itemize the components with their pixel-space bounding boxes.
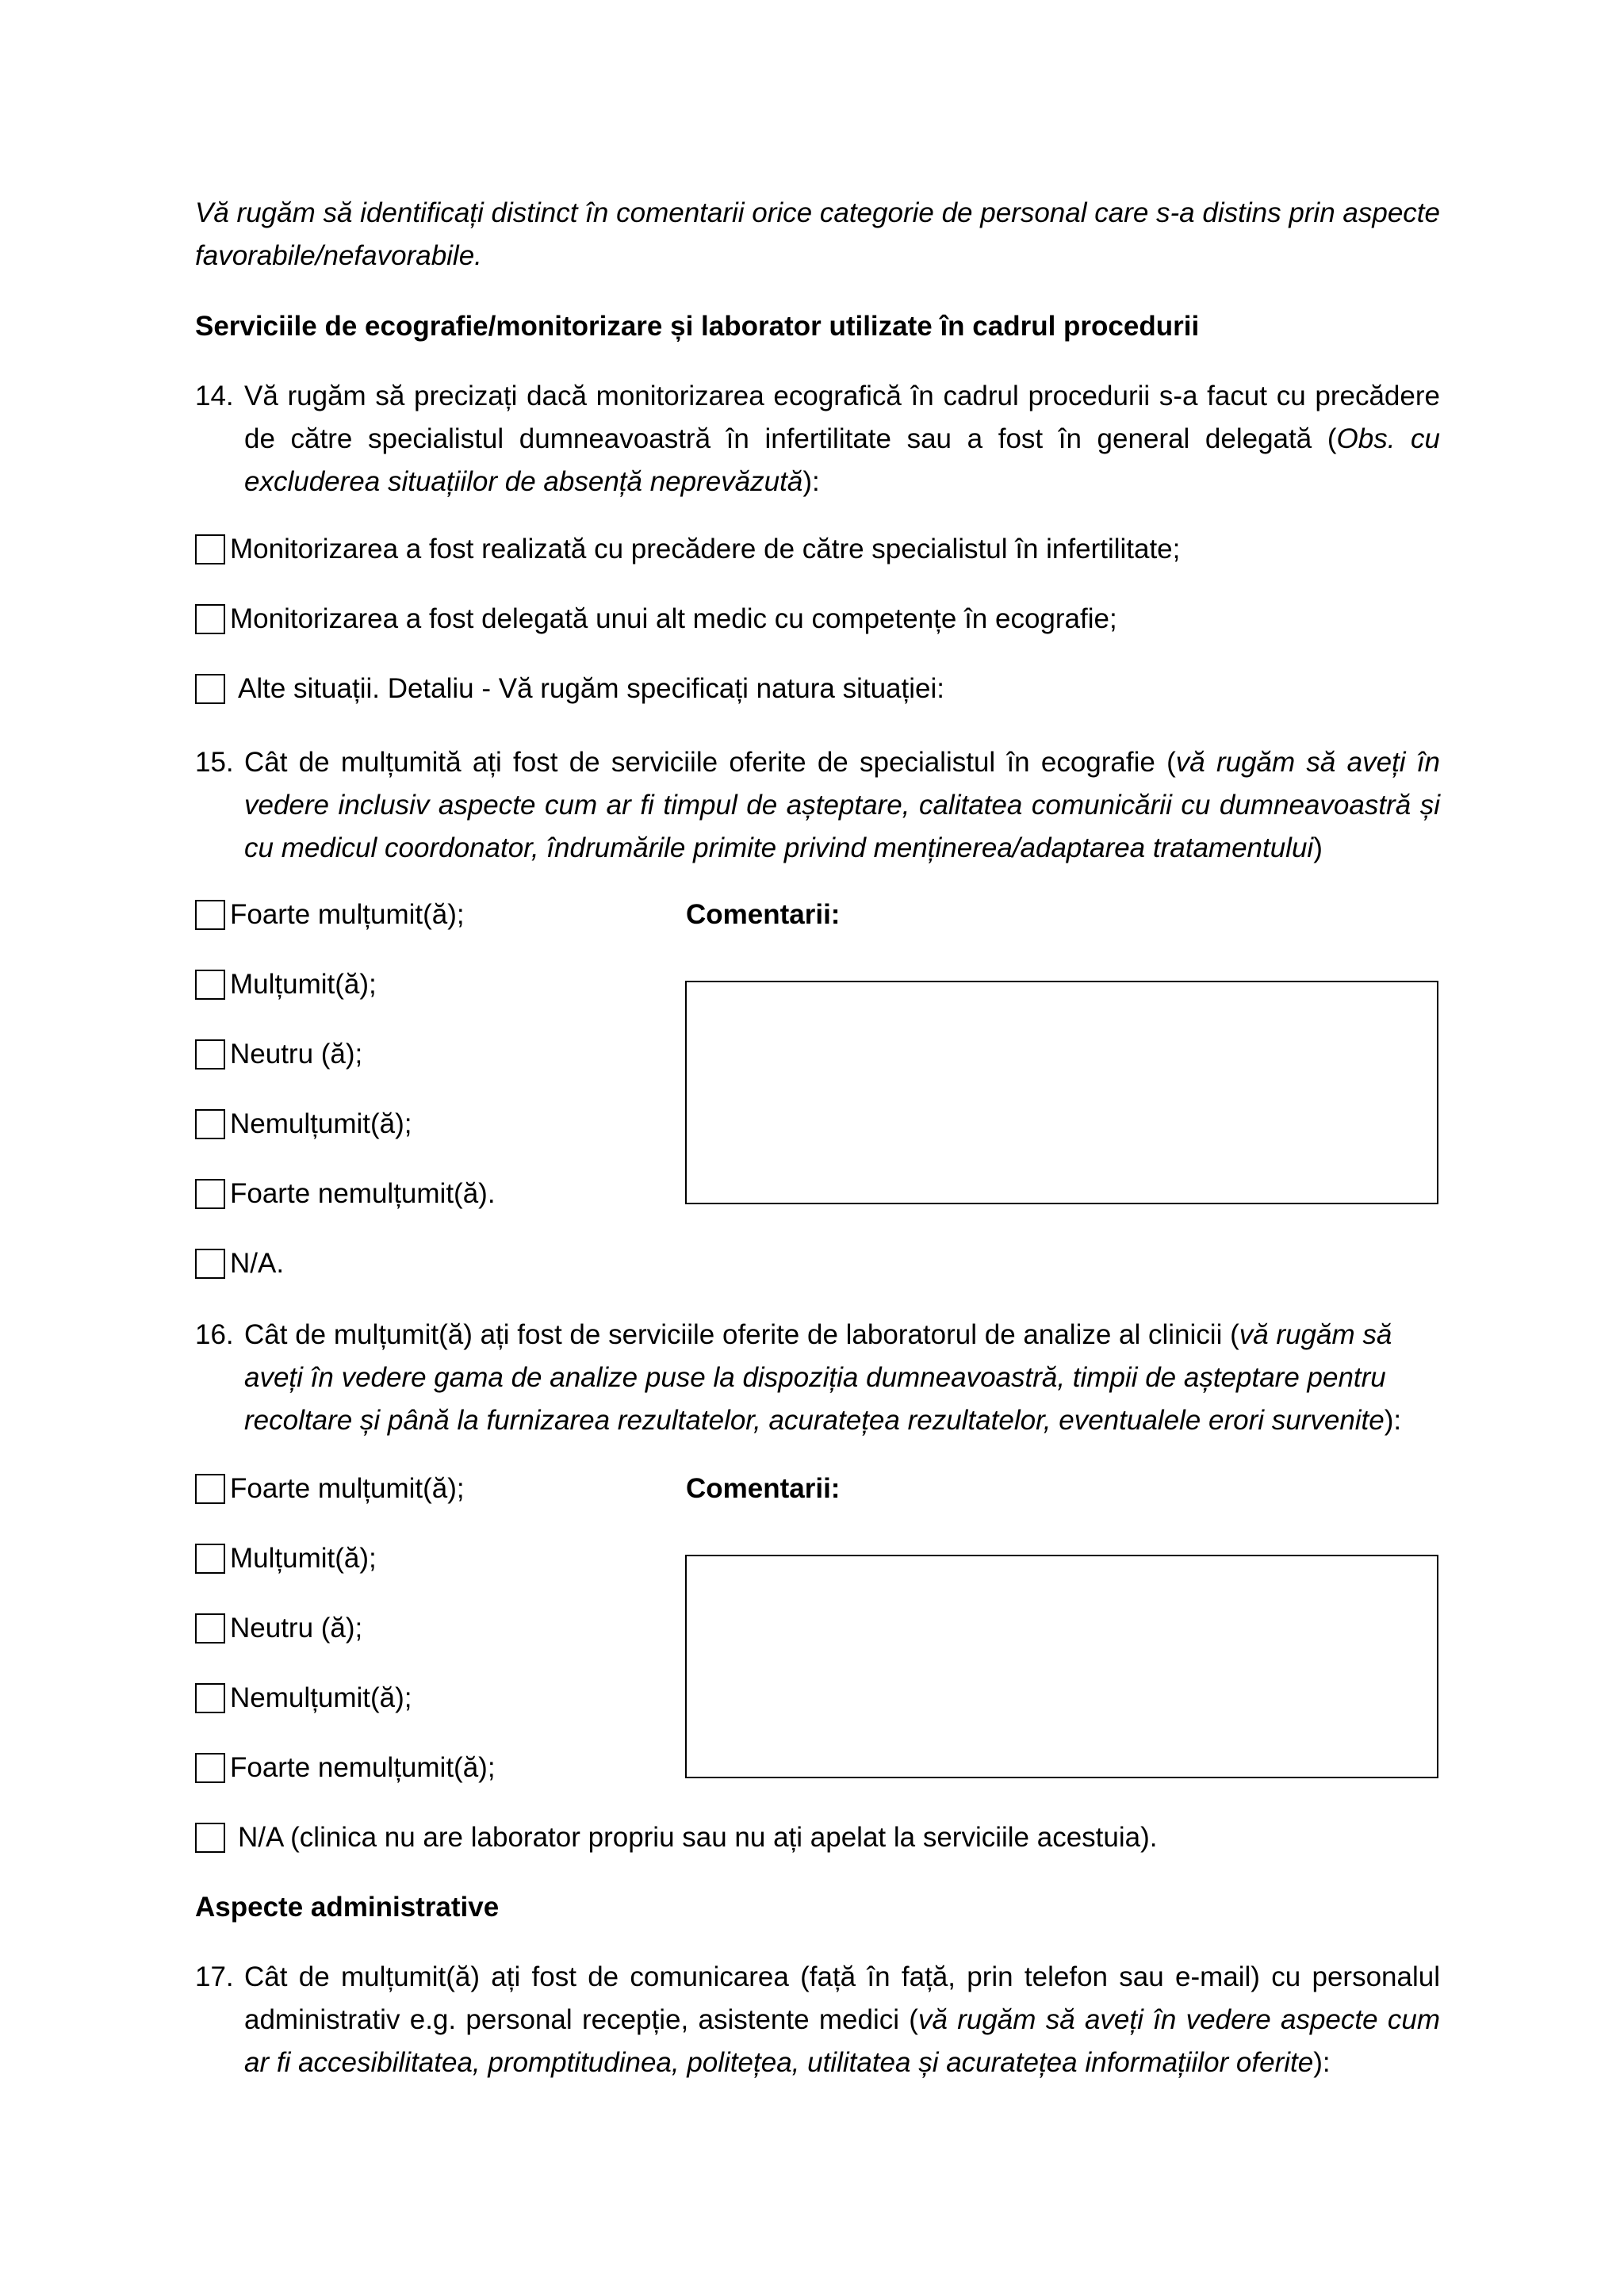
option-label: Mulțumit(ă); [230,969,377,1000]
question-17-note: vă rugăm să aveți în vedere aspecte cum ar fi accesibilitatea, promptitudinea, politețea, utilitatea și acuratețea informațiilor oferite [244,2004,1440,2078]
option-label: Neutru (ă); [230,1039,363,1070]
question-15-note: vă rugăm să aveți în vedere inclusiv aspecte cum ar fi timpul de așteptare, calitatea comunicării cu dumneavoastră și cu medicul coordonator, îndrumările primite privind menținerea/adaptarea tratamentului [244,747,1441,863]
checkbox[interactable] [195,674,225,704]
q15-option-6[interactable] [195,1246,655,1281]
question-16-text: Cât de mulțumit(ă) ați fost de serviciile oferite de laboratorul de analize al clinicii (vă rugăm să aveți în vedere gama de analize puse la dispoziția dumneavoastră, timpii de așteptare pentru recoltare și până la furnizarea rezultatelor, acuratețea rezultatelor, eventualele erori survenite): [244,1319,1402,1436]
question-15 [195,741,1440,870]
checkbox[interactable] [195,1039,225,1070]
option-label: N/A (clinica nu are laborator propriu sau nu ați apelat la serviciile acestuia). [238,1822,1158,1853]
option-label: Monitorizarea a fost realizată cu precădere de către specialistul în infertilitate; [230,534,1181,564]
q14-option-3[interactable] [195,672,1226,706]
checkbox[interactable] [195,604,225,634]
checkbox[interactable] [195,1474,225,1504]
q15-option-4[interactable] [195,1107,655,1142]
q16-comments-label: Comentarii: [686,1473,841,1504]
q15-option-3[interactable] [195,1037,655,1072]
checkbox[interactable] [195,1249,225,1279]
option-label: Monitorizarea a fost delegată unui alt medic cu competențe în ecografie; [230,603,1117,634]
section-title-administrative: Aspecte administrative [195,1892,500,1923]
question-14 [195,375,1440,503]
option-label: N/A. [230,1248,285,1279]
q16-option-1[interactable] [195,1471,655,1506]
checkbox[interactable] [195,1683,225,1713]
question-16-note: vă rugăm să aveți în vedere gama de analize puse la dispoziția dumneavoastră, timpii de așteptare pentru recoltare și până la furnizarea rezultatelor, acuratețea rezultatelor, eventualele erori survenite [244,1319,1392,1436]
question-14-number: 14. [195,381,234,411]
q14-option-2[interactable] [195,602,1226,637]
checkbox[interactable] [195,1613,225,1644]
q16-option-4[interactable] [195,1681,655,1716]
option-label: Foarte nemulțumit(ă); [230,1752,496,1783]
checkbox[interactable] [195,1753,225,1783]
option-label: Nemulțumit(ă); [230,1682,412,1713]
question-17-text: Cât de mulțumit(ă) ați fost de comunicarea (față în față, prin telefon sau e-mail) cu personalul administrativ e.g. personal recepție, asistente medici (vă rugăm să aveți în vedere aspecte cum ar fi accesibilitatea, promptitudinea, politețea, utilitatea și acuratețea informațiilor oferite): [244,1961,1440,2078]
question-17-number: 17. [195,1961,234,1992]
checkbox[interactable] [195,970,225,1000]
option-label: Foarte nemulțumit(ă). [230,1178,496,1209]
q15-option-2[interactable] [195,967,655,1002]
question-14-note: Obs. cu excluderea situațiilor de absență neprevăzută [244,423,1440,497]
q15-option-5[interactable] [195,1177,655,1211]
option-label: Nemulțumit(ă); [230,1108,412,1139]
checkbox[interactable] [195,1544,225,1574]
question-16-number: 16. [195,1319,234,1350]
checkbox[interactable] [195,900,225,930]
option-label: Neutru (ă); [230,1613,363,1644]
q16-option-5[interactable] [195,1751,655,1785]
section-title-monitoring: Serviciile de ecografie/monitorizare și laborator utilizate în cadrul procedurii [195,311,1200,342]
q15-option-1[interactable] [195,897,655,932]
question-15-text: Cât de mulțumită ați fost de serviciile oferite de specialistul în ecografie (vă rugăm să aveți în vedere inclusiv aspecte cum ar fi timpul de așteptare, calitatea comunicării cu dumneavoastră și cu medicul coordonator, îndrumările primite privind menținerea/adaptarea tratamentului) [244,747,1441,863]
option-label: Foarte mulțumit(ă); [230,899,465,930]
q16-option-2[interactable] [195,1541,655,1576]
option-label: Alte situații. Detaliu - Vă rugăm specificați natura situației: [238,673,944,704]
question-14-text: Vă rugăm să precizați dacă monitorizarea ecografică în cadrul procedurii s-a facut cu precădere de către specialistul dumneavoastră în infertilitate sau a fost în general delegată (Obs. cu excluderea situațiilor de absență neprevăzută): [244,381,1440,497]
checkbox[interactable] [195,1823,225,1853]
q16-option-3[interactable] [195,1611,655,1646]
question-15-number: 15. [195,747,234,778]
checkbox[interactable] [195,534,225,564]
q15-comments-label: Comentarii: [686,899,841,930]
question-16 [195,1314,1440,1442]
option-label: Foarte mulțumit(ă); [230,1473,465,1504]
checkbox[interactable] [195,1109,225,1139]
q16-comments-box[interactable] [685,1555,1438,1778]
q14-option-1[interactable] [195,532,1226,567]
q15-comments-box[interactable] [685,981,1438,1204]
q16-option-6[interactable] [195,1820,1305,1855]
intro-note: Vă rugăm să identificați distinct în comentarii orice categorie de personal care s-a distins prin aspecte favorabile/nefavorabile. [195,197,1440,271]
checkbox[interactable] [195,1179,225,1209]
question-17 [195,1956,1440,2084]
option-label: Mulțumit(ă); [230,1543,377,1574]
